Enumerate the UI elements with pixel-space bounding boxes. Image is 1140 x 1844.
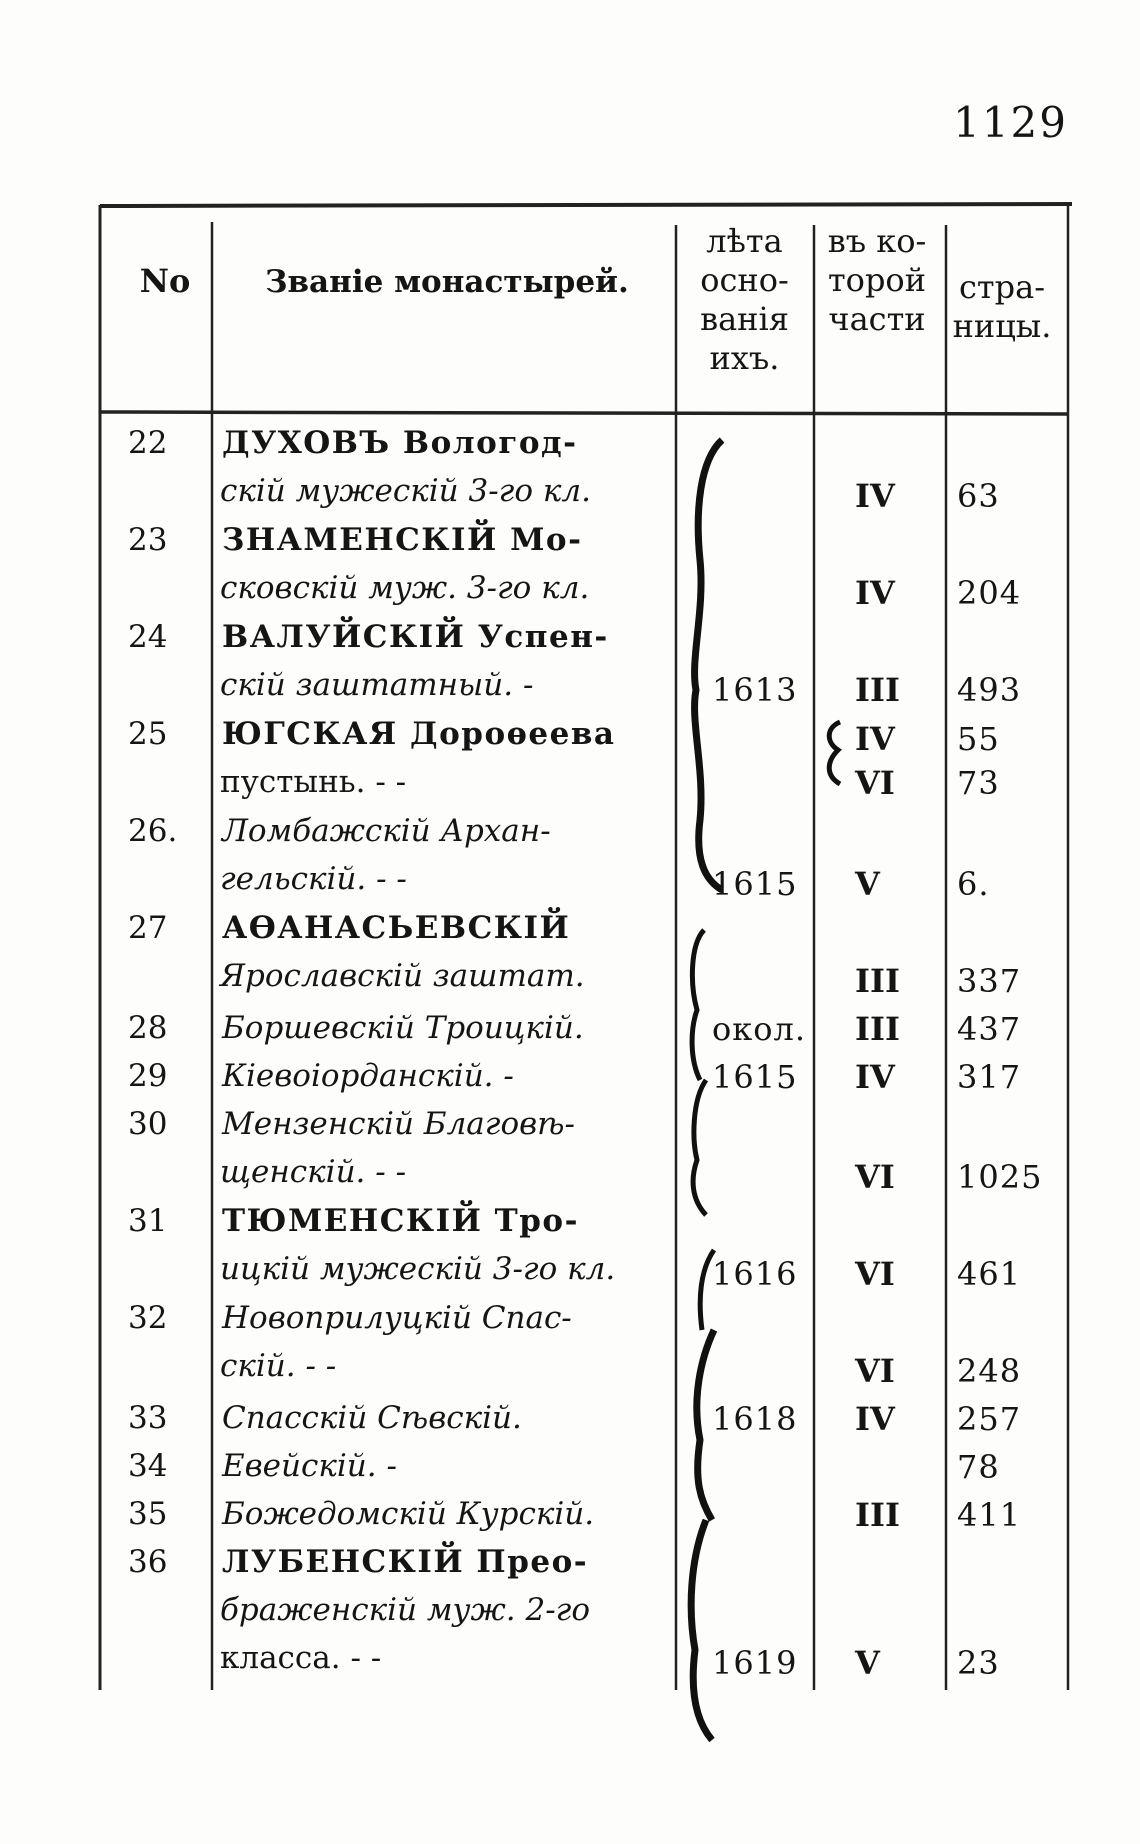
row-part: IV — [855, 477, 895, 515]
row-title: Ломбажскій Архан- — [222, 813, 551, 849]
row-number: 33 — [128, 1400, 168, 1436]
row-number: 35 — [128, 1496, 168, 1532]
row-subtitle: скій мужескій 3-го кл. — [220, 473, 591, 509]
row-part: VI — [855, 1352, 895, 1390]
row-subtitle: скій. - - — [220, 1348, 337, 1384]
row-number: 28 — [128, 1010, 168, 1046]
row-title: Кіевоіорданскій. - — [222, 1058, 514, 1094]
row-number: 26. — [128, 813, 178, 849]
row-part: V — [855, 1644, 880, 1682]
row-part: IV — [855, 1400, 895, 1438]
row-page: 248 — [957, 1352, 1022, 1390]
row-number: 22 — [128, 425, 168, 461]
header-page: стра- ницы. — [952, 268, 1052, 346]
row-page: 63 — [957, 477, 1000, 515]
row-number: 23 — [128, 522, 168, 558]
row-title: АѲАНАСЬЕВСКІЙ — [222, 910, 571, 946]
row-title: ТЮМЕНСКІЙ Тро- — [222, 1203, 579, 1239]
row-page: 204 — [957, 574, 1022, 612]
row-part: III — [855, 1010, 900, 1048]
row-subtitle: щенскій. - - — [220, 1154, 407, 1190]
row-page: 23 — [957, 1644, 1000, 1682]
row-page: 257 — [957, 1400, 1022, 1438]
row-part: III — [855, 671, 900, 709]
row-number: 31 — [128, 1203, 168, 1239]
header-part: въ ко- торой части — [827, 222, 927, 339]
row-part: VI — [855, 1158, 895, 1196]
row-part: III — [855, 962, 900, 1000]
row-subtitle: сковскій муж. 3-го кл. — [220, 570, 590, 606]
row-title: Божедомскій Курскій. — [222, 1496, 595, 1532]
row-year: 1615 — [712, 865, 798, 903]
row-title: Спасскій Сѣвскій. — [222, 1400, 522, 1436]
row-page: 411 — [957, 1496, 1022, 1534]
row-page: 55 — [957, 720, 1000, 758]
row-number: 25 — [128, 716, 168, 752]
row-number: 34 — [128, 1448, 168, 1484]
header-no: No — [139, 262, 191, 300]
row-title: ЗНАМЕНСКІЙ Мо- — [222, 522, 583, 558]
row-year: 1619 — [712, 1644, 798, 1682]
row-page: 461 — [957, 1255, 1022, 1293]
row-subtitle-2: класса. - - — [220, 1640, 382, 1676]
row-number: 36 — [128, 1544, 168, 1580]
row-title: ДУХОВЪ Вологод- — [222, 425, 578, 461]
row-number: 27 — [128, 910, 168, 946]
row-number: 30 — [128, 1106, 168, 1142]
row-title: Евейскій. - — [222, 1448, 397, 1484]
row-page: 317 — [957, 1058, 1022, 1096]
row-subtitle: скій заштатный. - — [220, 667, 534, 703]
row-part: IV — [855, 1058, 895, 1096]
row-subtitle: браженскій муж. 2-го — [220, 1592, 591, 1628]
row-subtitle: пустынь. - - — [220, 764, 407, 800]
row-year: 1616 — [712, 1255, 798, 1293]
row-year: 1615 — [712, 1058, 798, 1096]
row-year: 1613 — [712, 671, 798, 709]
row-part: IV — [855, 574, 895, 612]
row-part: V — [855, 865, 880, 903]
row-page-2: 73 — [957, 764, 1000, 802]
page-number: 1129 — [953, 98, 1068, 147]
row-subtitle: ицкій мужескій 3-го кл. — [220, 1251, 616, 1287]
row-title: ЮГСКАЯ Дороѳеева — [222, 716, 616, 752]
row-number: 29 — [128, 1058, 168, 1094]
header-title: Званіе монастырей. — [265, 264, 629, 300]
row-number: 24 — [128, 619, 168, 655]
row-subtitle: гельскій. - - — [220, 861, 407, 897]
row-year: 1618 — [712, 1400, 798, 1438]
row-part: III — [855, 1496, 900, 1534]
row-title: ЛУБЕНСКІЙ Прео- — [222, 1544, 589, 1580]
row-page: 6. — [957, 865, 990, 903]
row-page: 78 — [957, 1448, 1000, 1486]
row-title: Новоприлуцкій Спас- — [222, 1300, 572, 1336]
row-number: 32 — [128, 1300, 168, 1336]
row-page: 1025 — [957, 1158, 1043, 1196]
row-part: VI — [855, 1255, 895, 1293]
row-year: окол. — [712, 1010, 807, 1048]
header-year: лѣта осно- ванія ихъ. — [700, 222, 789, 378]
row-page: 337 — [957, 962, 1022, 1000]
row-title: Мензенскій Благовѣ- — [222, 1106, 575, 1142]
row-subtitle: Ярославскій заштат. — [220, 958, 585, 994]
row-title: Боршевскій Троицкій. — [222, 1010, 584, 1046]
row-part: IV — [855, 720, 895, 758]
row-part-2: VI — [855, 764, 895, 802]
row-page: 437 — [957, 1010, 1022, 1048]
row-page: 493 — [957, 671, 1022, 709]
row-title: ВАЛУЙСКІЙ Успен- — [222, 619, 609, 655]
